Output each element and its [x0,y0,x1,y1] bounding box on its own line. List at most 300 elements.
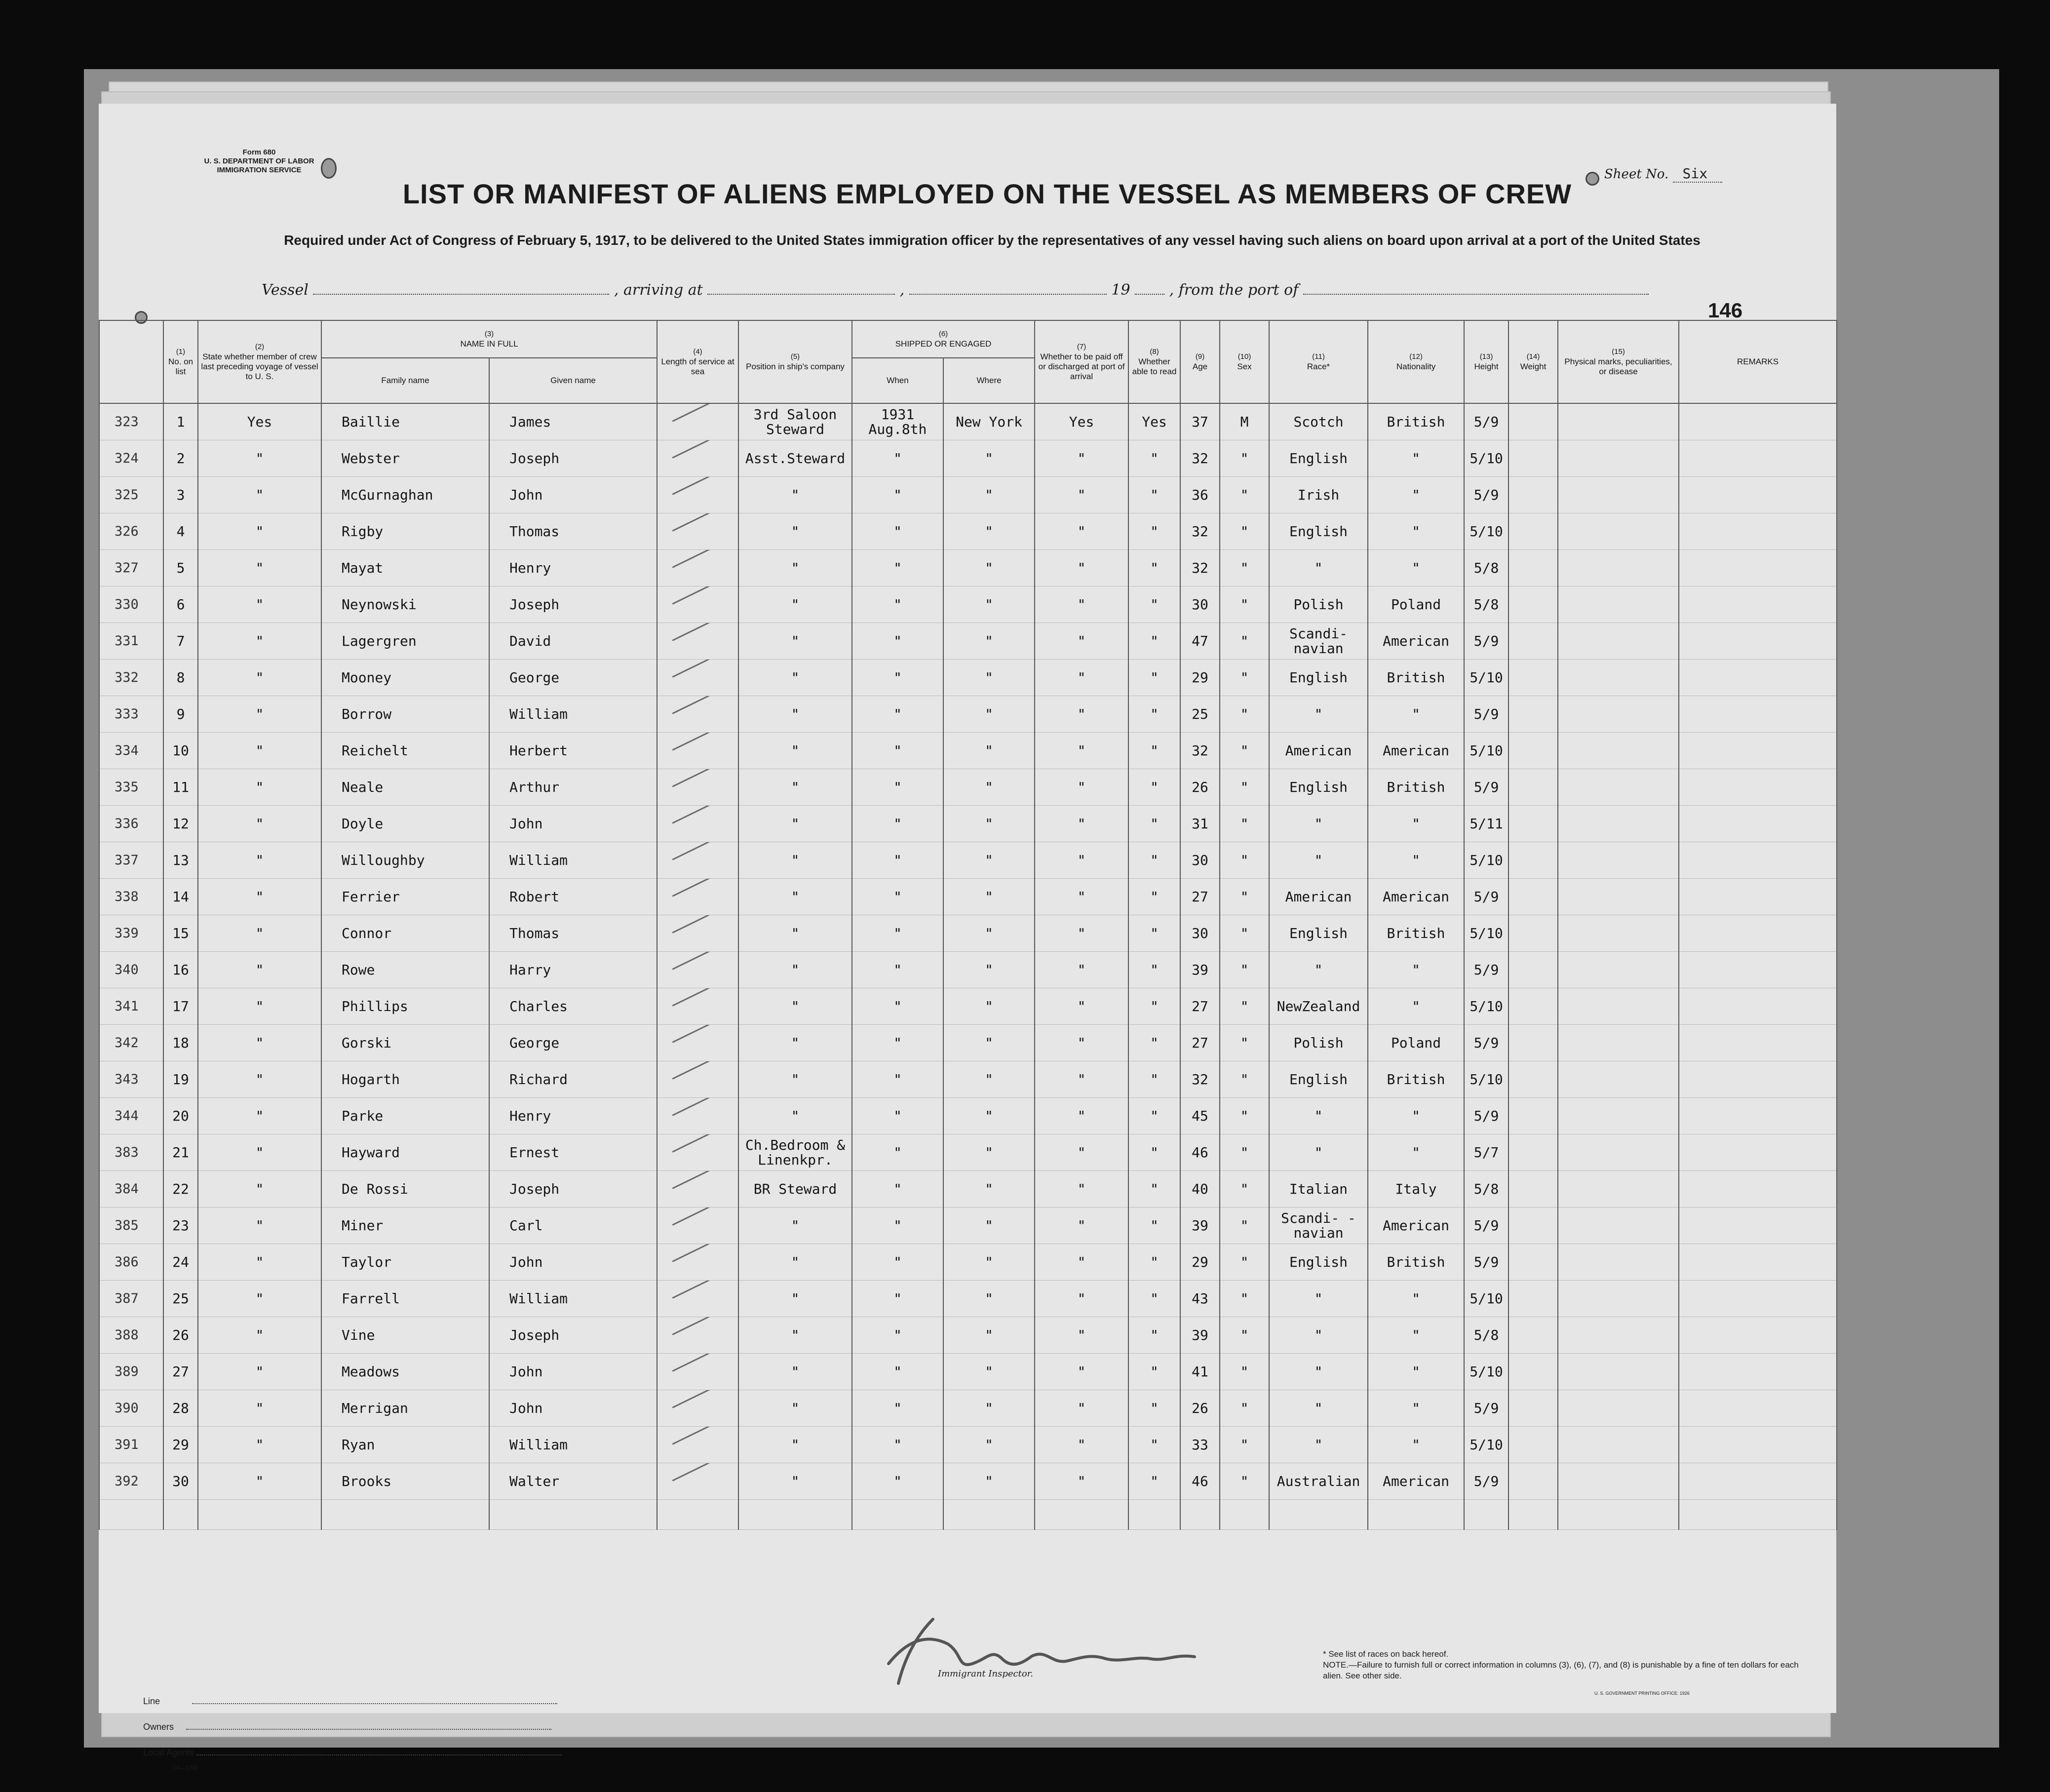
nationality-cell: British [1368,1244,1464,1281]
given-name-cell: David [489,623,657,660]
age-cell: 26 [1180,1390,1220,1427]
port-field [1303,284,1649,295]
arriving-label: , arriving at [614,281,703,299]
table-row [99,1244,1837,1281]
height-cell: 5/9 [1464,403,1508,440]
table-row [99,696,1837,733]
length-of-service-cell [657,1061,738,1098]
check-mark-icon [672,1061,735,1080]
remarks-cell [1679,440,1837,477]
physical-marks-cell [1558,1354,1679,1390]
page-subtitle: Required under Act of Congress of February 5, 1917, to be delivered to the United States immigration officer by the representatives of any vessel having such aliens on board upon arrival at a port of the United States [284,233,1701,248]
able-to-read-cell: " [1128,1281,1180,1317]
remarks-cell [1679,550,1837,586]
weight-cell [1508,660,1558,696]
given-name-cell: George [489,660,657,696]
length-of-service-cell [657,769,738,806]
line-number: 342 [99,1025,163,1061]
length-of-service-cell [657,696,738,733]
position-cell: " [738,915,852,952]
position-cell: " [738,1098,852,1134]
family-name-cell: Farrell [321,1281,489,1317]
table-row [99,733,1837,769]
header-position: (5) Position in ship's company [738,320,852,403]
table-row [99,586,1837,623]
position-cell: " [738,879,852,915]
check-mark-icon [672,1427,735,1445]
check-mark-icon [672,842,735,860]
row-number: 3 [163,477,198,513]
line-number: 385 [99,1208,163,1244]
header-name: (3) NAME IN FULL [321,320,657,358]
able-to-read-cell: " [1128,660,1180,696]
paid-off-cell: " [1035,1134,1128,1171]
header-remarks: REMARKS [1679,320,1837,403]
given-name-cell: Herbert [489,733,657,769]
physical-marks-cell [1558,1134,1679,1171]
shipped-when-cell: " [852,842,943,879]
position-cell: " [738,952,852,988]
check-mark-icon [672,879,735,897]
weight-cell [1508,1244,1558,1281]
nationality-cell: British [1368,1061,1464,1098]
sex-cell: " [1220,1208,1269,1244]
sex-cell: " [1220,842,1269,879]
line-number: 323 [99,403,163,440]
sex-cell: " [1220,1061,1269,1098]
remarks-cell [1679,696,1837,733]
shipped-when-cell: " [852,477,943,513]
prev-voyage-cell: " [198,1244,321,1281]
check-mark-icon [672,915,735,934]
paid-off-cell: " [1035,1208,1128,1244]
physical-marks-cell [1558,660,1679,696]
shipped-where-cell: " [943,623,1035,660]
header-read: (8) Whether able to read [1128,320,1180,403]
weight-cell [1508,1208,1558,1244]
shipped-where-cell: " [943,1134,1035,1171]
able-to-read-cell: " [1128,440,1180,477]
race-cell: English [1269,660,1368,696]
age-cell: 27 [1180,988,1220,1025]
height-cell: 5/10 [1464,1281,1508,1317]
check-mark-icon [672,1463,735,1481]
family-name-cell: Connor [321,915,489,952]
weight-cell [1508,1354,1558,1390]
table-row [99,915,1837,952]
height-cell: 5/10 [1464,1427,1508,1463]
family-name-cell: Baillie [321,403,489,440]
header-where: Where [943,358,1035,403]
able-to-read-cell: " [1128,879,1180,915]
sex-cell: " [1220,915,1269,952]
length-of-service-cell [657,440,738,477]
physical-marks-cell [1558,586,1679,623]
age-cell: 30 [1180,915,1220,952]
given-name-cell: Joseph [489,440,657,477]
sex-cell: " [1220,623,1269,660]
family-name-cell: De Rossi [321,1171,489,1208]
table-row [99,1354,1837,1390]
nationality-cell: British [1368,769,1464,806]
race-cell: English [1269,440,1368,477]
given-name-cell: George [489,1025,657,1061]
row-number: 15 [163,915,198,952]
shipped-where-cell: " [943,879,1035,915]
shipped-when-cell: " [852,769,943,806]
weight-cell [1508,879,1558,915]
remarks-cell [1679,1281,1837,1317]
empty-cell [99,1500,163,1530]
given-name-cell: John [489,477,657,513]
race-cell: " [1269,806,1368,842]
table-row [99,1171,1837,1208]
line-number: 341 [99,988,163,1025]
weight-cell [1508,1317,1558,1354]
position-cell: " [738,1317,852,1354]
able-to-read-cell: " [1128,1390,1180,1427]
weight-cell [1508,806,1558,842]
shipped-where-cell: " [943,915,1035,952]
line-number: 325 [99,477,163,513]
length-of-service-cell [657,733,738,769]
nationality-cell: Poland [1368,1025,1464,1061]
age-cell: 46 [1180,1463,1220,1500]
line-number: 324 [99,440,163,477]
paid-off-cell: " [1035,1463,1128,1500]
shipped-where-cell: " [943,696,1035,733]
prev-voyage-cell: " [198,1098,321,1134]
family-name-cell: Willoughby [321,842,489,879]
prev-voyage-cell: " [198,806,321,842]
height-cell: 5/9 [1464,1463,1508,1500]
prev-voyage-cell: " [198,660,321,696]
shipped-where-cell: " [943,586,1035,623]
footer-notes [1323,1649,1817,1681]
row-number: 22 [163,1171,198,1208]
header-physical: (15) Physical marks, peculiarities, or disease [1558,320,1679,403]
check-mark-icon [672,477,735,495]
position-cell: " [738,1390,852,1427]
row-number: 20 [163,1098,198,1134]
date-field [909,284,1107,295]
sex-cell: " [1220,1171,1269,1208]
paid-off-cell: " [1035,769,1128,806]
nationality-cell: " [1368,988,1464,1025]
line-number: 390 [99,1390,163,1427]
given-name-cell: William [489,1281,657,1317]
position-cell: " [738,1244,852,1281]
remarks-cell [1679,477,1837,513]
race-cell: English [1269,769,1368,806]
check-mark-icon [672,403,735,422]
sex-cell: " [1220,1244,1269,1281]
check-mark-icon [672,1354,735,1372]
check-mark-icon [672,1281,735,1299]
able-to-read-cell: " [1128,952,1180,988]
given-name-cell: Ernest [489,1134,657,1171]
race-cell: " [1269,550,1368,586]
prev-voyage-cell: " [198,1061,321,1098]
shipped-when-cell: " [852,660,943,696]
paid-off-cell: " [1035,842,1128,879]
able-to-read-cell: " [1128,988,1180,1025]
weight-cell [1508,440,1558,477]
shipped-where-cell: " [943,1171,1035,1208]
sex-cell: " [1220,696,1269,733]
remarks-cell [1679,660,1837,696]
empty-cell [1508,1500,1558,1530]
age-cell: 31 [1180,806,1220,842]
remarks-cell [1679,403,1837,440]
table-row [99,1500,1837,1530]
check-mark-icon [672,586,735,605]
length-of-service-cell [657,1134,738,1171]
prev-voyage-cell: " [198,1317,321,1354]
empty-cell [1558,1500,1679,1530]
race-cell: Italian [1269,1171,1368,1208]
age-cell: 37 [1180,403,1220,440]
weight-cell [1508,769,1558,806]
physical-marks-cell [1558,1317,1679,1354]
row-number: 28 [163,1390,198,1427]
shipped-when-cell: " [852,988,943,1025]
header-weight: (14) Weight [1508,320,1558,403]
prev-voyage-cell: " [198,513,321,550]
remarks-cell [1679,1061,1837,1098]
given-name-cell: Henry [489,550,657,586]
race-cell: English [1269,1061,1368,1098]
length-of-service-cell [657,988,738,1025]
physical-marks-cell [1558,440,1679,477]
physical-marks-cell [1558,1390,1679,1427]
physical-marks-cell [1558,623,1679,660]
form-number: Form 680 [242,148,276,156]
physical-marks-cell [1558,477,1679,513]
shipped-where-cell: " [943,1354,1035,1390]
empty-cell [198,1500,321,1530]
remarks-cell [1679,1098,1837,1134]
weight-cell [1508,988,1558,1025]
family-name-cell: Miner [321,1208,489,1244]
given-name-cell: Joseph [489,1171,657,1208]
check-mark-icon [672,1025,735,1043]
age-cell: 32 [1180,550,1220,586]
position-cell: " [738,988,852,1025]
height-cell: 5/9 [1464,1025,1508,1061]
physical-marks-cell [1558,1061,1679,1098]
height-cell: 5/10 [1464,440,1508,477]
remarks-cell [1679,1208,1837,1244]
paid-off-cell: " [1035,988,1128,1025]
table-row [99,879,1837,915]
line-number: 332 [99,660,163,696]
height-cell: 5/10 [1464,988,1508,1025]
height-cell: 5/9 [1464,623,1508,660]
row-number: 12 [163,806,198,842]
weight-cell [1508,403,1558,440]
length-of-service-cell [657,915,738,952]
remarks-cell [1679,952,1837,988]
given-name-cell: Thomas [489,513,657,550]
able-to-read-cell: " [1128,586,1180,623]
height-cell: 5/8 [1464,1317,1508,1354]
header-paid: (7) Whether to be paid off or discharged at port of arrival [1035,320,1128,403]
shipped-when-cell: " [852,1061,943,1098]
shipped-when-cell: " [852,1134,943,1171]
paid-off-cell: " [1035,513,1128,550]
position-cell: " [738,1061,852,1098]
prev-voyage-cell: " [198,1427,321,1463]
length-of-service-cell [657,513,738,550]
line-number: 335 [99,769,163,806]
row-number: 29 [163,1427,198,1463]
nationality-cell: American [1368,733,1464,769]
shipped-when-cell: " [852,513,943,550]
shipped-when-cell: " [852,1390,943,1427]
shipped-when-cell: " [852,952,943,988]
family-name-cell: Rowe [321,952,489,988]
nationality-cell: " [1368,806,1464,842]
shipped-when-cell: " [852,1171,943,1208]
shipped-where-cell: " [943,1098,1035,1134]
line-number: 330 [99,586,163,623]
prev-voyage-cell: " [198,769,321,806]
sex-cell: " [1220,769,1269,806]
height-cell: 5/8 [1464,1171,1508,1208]
prev-voyage-cell: " [198,842,321,879]
position-cell: " [738,513,852,550]
row-number: 26 [163,1317,198,1354]
prev-voyage-cell: Yes [198,403,321,440]
row-number: 18 [163,1025,198,1061]
department-name: U. S. DEPARTMENT OF LABOR [204,157,314,165]
weight-cell [1508,586,1558,623]
height-cell: 5/10 [1464,1061,1508,1098]
weight-cell [1508,1463,1558,1500]
weight-cell [1508,623,1558,660]
manifest-sheet [99,104,1836,1771]
height-cell: 5/9 [1464,1208,1508,1244]
able-to-read-cell: " [1128,623,1180,660]
family-name-cell: Ferrier [321,879,489,915]
height-cell: 5/10 [1464,915,1508,952]
row-number: 13 [163,842,198,879]
check-mark-icon [672,1317,735,1335]
paid-off-cell: " [1035,1354,1128,1390]
shipped-when-cell: " [852,915,943,952]
shipped-where-cell: " [943,988,1035,1025]
paid-off-cell: " [1035,586,1128,623]
row-number: 9 [163,696,198,733]
check-mark-icon [672,1134,735,1153]
empty-cell [1128,1500,1180,1530]
sex-cell: " [1220,1134,1269,1171]
race-cell: " [1269,1317,1368,1354]
table-row [99,952,1837,988]
row-number: 17 [163,988,198,1025]
remarks-cell [1679,1427,1837,1463]
shipped-where-cell: " [943,1208,1035,1244]
shipped-when-cell: " [852,1463,943,1500]
remarks-cell [1679,879,1837,915]
header-family-name: Family name [321,358,489,403]
position-cell: Asst.Steward [738,440,852,477]
remarks-cell [1679,1171,1837,1208]
shipped-where-cell: " [943,1427,1035,1463]
race-cell: Polish [1269,586,1368,623]
empty-cell [1035,1500,1128,1530]
nationality-cell: " [1368,1427,1464,1463]
given-name-cell: John [489,1244,657,1281]
prev-voyage-cell: " [198,952,321,988]
check-mark-icon [672,550,735,568]
row-number: 24 [163,1244,198,1281]
age-cell: 43 [1180,1281,1220,1317]
sheet-number-label: Sheet No. [1604,167,1669,182]
check-mark-icon [672,696,735,714]
paid-off-cell: " [1035,1098,1128,1134]
year-label: 19 [1111,281,1130,299]
age-cell: 32 [1180,1061,1220,1098]
family-name-cell: McGurnaghan [321,477,489,513]
remarks-cell [1679,988,1837,1025]
sex-cell: " [1220,1025,1269,1061]
prev-voyage-cell: " [198,1025,321,1061]
check-mark-icon [672,1390,735,1408]
length-of-service-cell [657,1317,738,1354]
nationality-cell: " [1368,842,1464,879]
row-number: 30 [163,1463,198,1500]
height-cell: 5/10 [1464,733,1508,769]
position-cell: " [738,696,852,733]
family-name-cell: Neynowski [321,586,489,623]
shipped-where-cell: " [943,806,1035,842]
race-cell: " [1269,1354,1368,1390]
nationality-cell: " [1368,952,1464,988]
empty-cell [1180,1500,1220,1530]
age-cell: 39 [1180,1208,1220,1244]
nationality-cell: American [1368,1208,1464,1244]
nationality-cell: " [1368,1281,1464,1317]
row-number: 23 [163,1208,198,1244]
nationality-cell: " [1368,1098,1464,1134]
check-mark-icon [672,806,735,824]
owners-label: Owners [143,1722,174,1732]
physical-marks-cell [1558,513,1679,550]
nationality-cell: " [1368,513,1464,550]
check-mark-icon [672,769,735,787]
family-name-cell: Brooks [321,1463,489,1500]
age-cell: 25 [1180,696,1220,733]
paid-off-cell: " [1035,550,1128,586]
able-to-read-cell: " [1128,1208,1180,1244]
table-row [99,1208,1837,1244]
sex-cell: " [1220,1390,1269,1427]
given-name-cell: Harry [489,952,657,988]
age-cell: 33 [1180,1427,1220,1463]
sex-cell: " [1220,879,1269,915]
empty-cell [321,1500,489,1530]
given-name-cell: Carl [489,1208,657,1244]
shipped-where-cell: " [943,1390,1035,1427]
races-note: * See list of races on back hereof. [1323,1649,1449,1659]
height-cell: 5/8 [1464,550,1508,586]
header-race: (11) Race* [1269,320,1368,403]
year-field [1135,284,1164,295]
race-cell: " [1269,1098,1368,1134]
age-cell: 27 [1180,1025,1220,1061]
